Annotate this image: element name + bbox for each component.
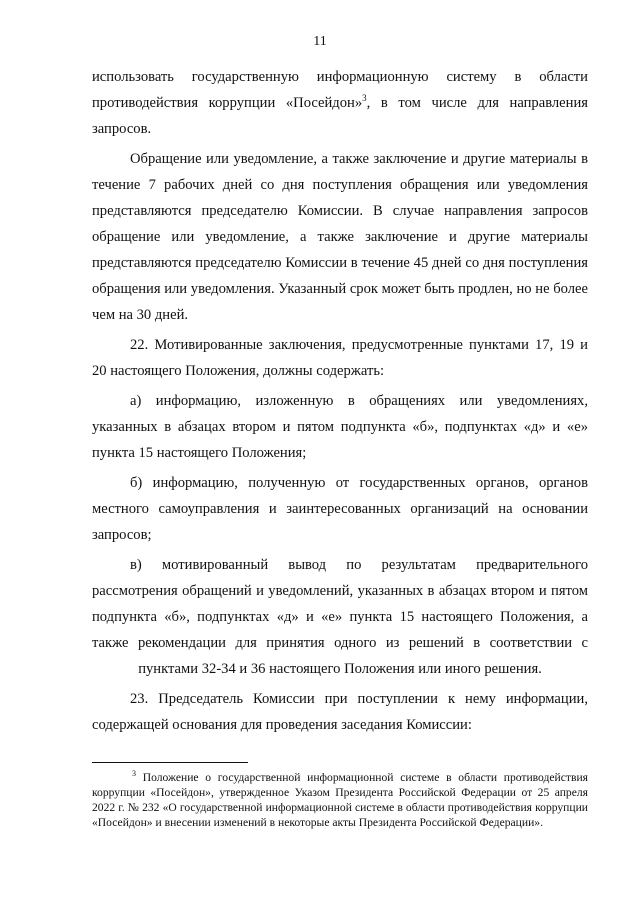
paragraph-item-23: 23. Председатель Комиссии при поступлении к нему информации, содержащей основания для проведения заседания Комиссии: [92, 691, 588, 733]
page-number: 11 [313, 34, 327, 49]
footnote-separator [92, 762, 248, 763]
footnote-text: Положение о государственной информационной системе в области противодействия коррупции «Посейдон», утвержденное Указом Президента Российской Федерации от 25 апреля 2022 г. № 232 «О государственной информационной системе в области противодействия коррупции «Посейдон» и внесении изменений в некоторые акты Президента Российской Федерации». [92, 771, 588, 829]
paragraph-text: использовать государственную информационную систему в области противодействия коррупции «Посейдон» [92, 69, 588, 111]
document-body [92, 64, 588, 742]
paragraph-text: , в том числе для направления запросов. [92, 95, 588, 137]
paragraph-continuation [92, 64, 588, 142]
footnote-marker: 3 [132, 769, 136, 779]
footnote-reference[interactable]: 3 [362, 93, 367, 104]
paragraph-subitem-a: а) информацию, изложенную в обращениях или уведомлениях, указанных в абзацах втором и пятом подпункта «б», подпунктах «д» и «е» пункта 15 настоящего Положения; [92, 393, 588, 461]
footnote [92, 770, 588, 830]
paragraph-item-22: 22. Мотивированные заключения, предусмотренные пунктами 17, 19 и 20 настоящего Положения, должны содержать: [92, 337, 588, 379]
paragraph-subitem-b: б) информацию, полученную от государственных органов, органов местного самоуправления и заинтересованных организаций на основании запросов; [92, 475, 588, 543]
paragraph-submission-deadlines: Обращение или уведомление, а также заключение и другие материалы в течение 7 рабочих дней со дня поступления обращения или уведомления представляются председателю Комиссии. В случае направления запросов обращение или уведомление, а также заключение и другие материалы представляются председателю Комиссии в течение 45 дней со дня поступления обращения или уведомления. Указанный срок может быть продлен, но не более чем на 30 дней. [92, 151, 588, 323]
paragraph-subitem-v: в) мотивированный вывод по результатам предварительного рассмотрения обращений и уведомлений, указанных в абзацах втором и пятом подпункта «б», подпунктах «д» и «е» пункта 15 настоящего Положения, а также рекомендации для принятия одного из решений в соответствии с пунктами 32-34 и 36 настоящего Положения или иного решения. [92, 557, 588, 677]
